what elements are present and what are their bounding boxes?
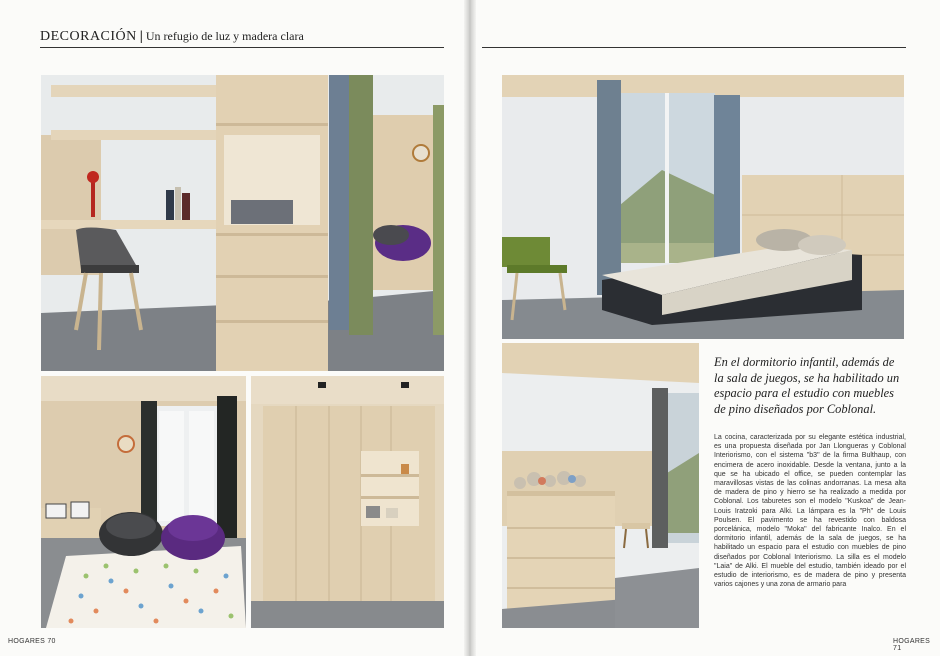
article-body-text: La cocina, caracterizada por su elegante estética industrial, es una propuesta diseñada por Jan Llongueras y Coblonal Interiorismo, con el sistema "b3" de la firma Bulthaup, con encimera de acero inoxidable. Desde la ventana, junto a la que se ha ubicado el office, se pueden contemplar las maravillosas vistas de las colinas andorranas. La mesa alta de madera de pino y hierro se ha realizado a medida por Coblonal. Los taburetes son el modelo "Kuskoa" de Jean-Louis Iratzoki para Alki. La lámpara es la "Ph" de Louis Poulsen. El pavimento se ha revestido con baldosa porcelánica, modelo "Moka" del fabricante Inalco. En el dormitorio infantil, además de la sala de juegos, se ha habilitado un espacio para el estudio con muebles de pino diseñados por Coblonal Interiorismo. La silla es el modelo "Laia" de Alki. El mueble del estudio, también ideado por el estudio de interiorismo, es de madera de pino y presenta varios cajones y una zona de armario para — [714, 434, 906, 589]
photo-wardrobe — [251, 376, 444, 628]
photo-playroom — [41, 376, 246, 628]
photo-wardrobe-image — [251, 376, 444, 628]
photo-bedroom — [502, 75, 904, 339]
section-title: DECORACIÓN — [40, 29, 137, 44]
photo-kids-room-image — [502, 343, 699, 628]
photo-study-room — [41, 75, 444, 371]
section-subtitle: Un refugio de luz y madera clara — [145, 29, 304, 43]
photo-bedroom-image — [502, 75, 904, 339]
photo-kids-room — [502, 343, 699, 628]
photo-study-room-image — [41, 75, 444, 371]
header-separator: | — [139, 29, 143, 44]
folio-left: HOGARES 70 — [8, 638, 56, 645]
photo-playroom-image — [41, 376, 246, 628]
header-rule-left — [40, 47, 444, 48]
photo-caption: En el dormitorio infantil, además de la sala de juegos, se ha habilitado un espacio para el estudio con muebles de pino diseñados por Coblonal. — [714, 355, 900, 416]
page-header — [40, 29, 304, 45]
page-gutter — [464, 0, 476, 656]
header-rule-right — [482, 47, 906, 48]
folio-right: HOGARES 71 — [893, 638, 931, 652]
